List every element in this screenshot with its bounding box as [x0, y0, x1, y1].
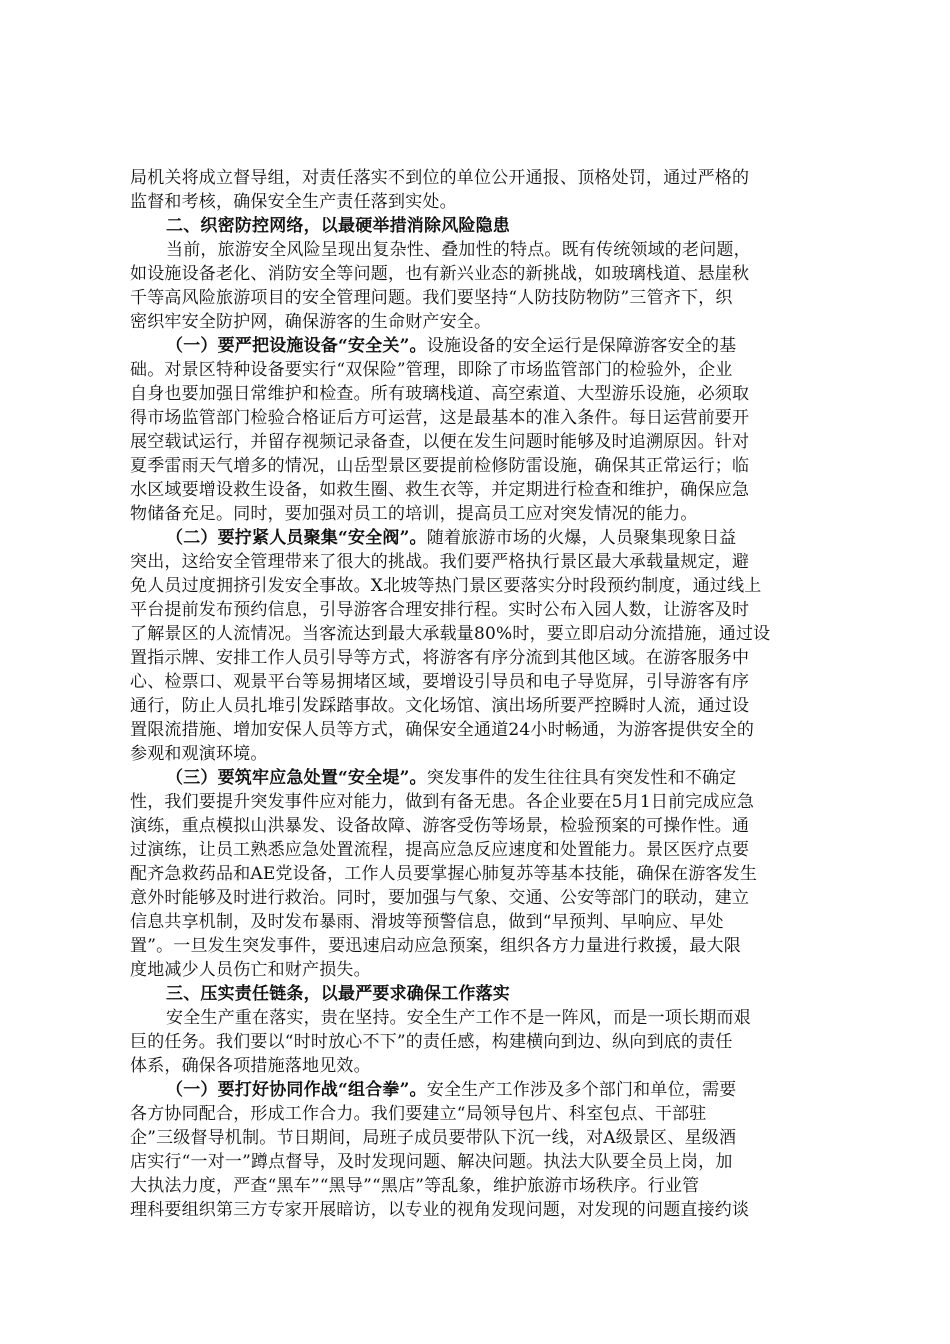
line-text: 当前，旅游安全风险呈现出复杂性、叠加性的特点。既有传统领域的老问题，: [166, 240, 751, 260]
line-text: 安全生产工作涉及多个部门和单位，需要: [426, 1080, 737, 1100]
document-body: [130, 166, 820, 1222]
line-text: 安全生产重在落实，贵在坚持。安全生产工作不是一阵风，而是一项长期而艰: [166, 1008, 751, 1028]
text-line: [130, 1126, 820, 1150]
line-text: 物储备充足。同时，要加强对员工的培训，提高员工应对突发情况的能力。: [130, 504, 698, 524]
text-line: [130, 694, 820, 718]
subsection-heading: （三）要筑牢应急处置“安全堤”。: [166, 768, 427, 788]
text-line: [130, 382, 820, 406]
text-line: [130, 262, 820, 286]
line-text: 设施设备的安全运行是保障游客安全的基: [426, 336, 737, 356]
subsection-heading: （二）要拧紧人员聚集“安全阀”。: [166, 528, 427, 548]
section-heading: 二、织密防控网络，以最硬举措消除风险隐患: [166, 216, 510, 236]
text-line: [130, 334, 820, 358]
line-text: 配齐急救药品和AE党设备，工作人员要掌握心肺复苏等基本技能，确保在游客发生: [130, 864, 758, 884]
section-heading: 三、压实责任链条，以最严要求确保工作落实: [166, 984, 510, 1004]
line-text: 理科要组织第三方专家开展暗访，以专业的视角发现问题，对发现的问题直接约谈: [130, 1200, 750, 1220]
text-line: [130, 574, 820, 598]
line-text: 夏季雷雨天气增多的情况，山岳型景区要提前检修防雷设施，确保其正常运行；临: [130, 456, 750, 476]
subsection-heading: （一）要严把设施设备“安全关”。: [166, 336, 427, 356]
line-text: 各方协同配合，形成工作合力。我们要建立“局领导包片、科室包点、干部驻: [130, 1104, 707, 1124]
line-text: 密织牢安全防护网，确保游客的生命财产安全。: [130, 312, 492, 332]
text-line: [130, 238, 820, 262]
line-text: 通行，防止人员扎堆引发踩踏事故。文化场馆、演出场所要严控瞬时人流，通过设: [130, 696, 750, 716]
line-text: 水区域要增设救生设备，如救生圈、救生衣等，并定期进行检查和维护，确保应急: [130, 480, 750, 500]
text-line: [130, 430, 820, 454]
line-text: 巨的任务。我们要以“时时放心不下”的责任感，构建横向到边、纵向到底的责任: [130, 1032, 733, 1052]
line-text: 意外时能够及时进行救治。同时，要加强与气象、交通、公安等部门的联动，建立: [130, 888, 750, 908]
text-line: [130, 718, 820, 742]
text-line: [130, 1030, 820, 1054]
text-line: [130, 526, 820, 550]
line-text: 局机关将成立督导组，对责任落实不到位的单位公开通报、顶格处罚，通过严格的: [130, 168, 750, 188]
line-text: 店实行“一对一”蹲点督导，及时发现问题、解决问题。执法大队要全员上岗，加: [130, 1152, 733, 1172]
text-line: [130, 358, 820, 382]
text-line: [130, 742, 820, 766]
text-line: [130, 190, 820, 214]
line-text: 参观和观演环境。: [130, 744, 268, 764]
line-text: 大执法力度，严查“黑车”“黑导”“黑店”等乱象，维护旅游市场秩序。行业管: [130, 1176, 700, 1196]
text-line: [130, 598, 820, 622]
line-text: 演练，重点模拟山洪暴发、设备故障、游客受伤等场景，检验预案的可操作性。通: [130, 816, 750, 836]
text-line: [130, 1078, 820, 1102]
text-line: [130, 910, 820, 934]
text-line: [130, 478, 820, 502]
line-text: 免人员过度拥挤引发安全事故。X北坡等热门景区要落实分时段预约制度，通过线上: [130, 576, 762, 596]
subsection-heading: （一）要打好协同作战“组合拳”。: [166, 1080, 427, 1100]
text-line: [130, 502, 820, 526]
line-text: 突发事件的发生往往具有突发性和不确定: [426, 768, 737, 788]
text-line: [130, 166, 820, 190]
line-text: 性，我们要提升突发事件应对能力，做到有备无患。各企业要在5月1日前完成应急: [130, 792, 755, 812]
text-line: [130, 766, 820, 790]
text-line: [130, 1174, 820, 1198]
line-text: 千等高风险旅游项目的安全管理问题。我们要坚持“人防技防物防”三管齐下，织: [130, 288, 733, 308]
text-line: [130, 1006, 820, 1030]
text-line: [130, 670, 820, 694]
line-text: 置指示牌、安排工作人员引导等方式，将游客有序分流到其他区域。在游客服务中: [130, 648, 750, 668]
line-text: 体系，确保各项措施落地见效。: [130, 1056, 371, 1076]
text-line: [130, 1198, 820, 1222]
line-text: 置”。一旦发生突发事件，要迅速启动应急预案，组织各方力量进行救援，最大限: [130, 936, 741, 956]
text-line: [130, 862, 820, 886]
text-line: [130, 958, 820, 982]
text-line: [130, 622, 820, 646]
line-text: 自身也要加强日常维护和检查。所有玻璃栈道、高空索道、大型游乐设施，必须取: [130, 384, 750, 404]
text-line: [130, 934, 820, 958]
text-line: [130, 286, 820, 310]
text-line: [130, 814, 820, 838]
line-text: 了解景区的人流情况。当客流达到最大承载量80%时，要立即启动分流措施，通过设: [130, 624, 771, 644]
text-line: [130, 1054, 820, 1078]
text-line: [130, 1150, 820, 1174]
line-text: 置限流措施、增加安保人员等方式，确保安全通道24小时畅通，为游客提供安全的: [130, 720, 755, 740]
text-line: [130, 310, 820, 334]
text-line: [130, 454, 820, 478]
line-text: 信息共享机制，及时发布暴雨、滑坡等预警信息，做到“早预判、早响应、早处: [130, 912, 724, 932]
line-text: 心、检票口、观景平台等易拥堵区域，要增设引导员和电子导览屏，引导游客有序: [130, 672, 750, 692]
line-text: 企”三级督导机制。节日期间，局班子成员要带队下沉一线，对A级景区、星级酒: [130, 1128, 737, 1148]
line-text: 度地减少人员伤亡和财产损失。: [130, 960, 371, 980]
line-text: 突出，这给安全管理带来了很大的挑战。我们要严格执行景区最大承载量规定，避: [130, 552, 750, 572]
line-text: 平台提前发布预约信息，引导游客合理安排行程。实时公布入园人数，让游客及时: [130, 600, 750, 620]
text-line: [130, 838, 820, 862]
line-text: 随着旅游市场的火爆，人员聚集现象日益: [426, 528, 737, 548]
text-line: [130, 790, 820, 814]
text-line: [130, 550, 820, 574]
line-text: 监督和考核，确保安全生产责任落到实处。: [130, 192, 457, 212]
line-text: 得市场监管部门检验合格证后方可运营，这是最基本的准入条件。每日运营前要开: [130, 408, 750, 428]
line-text: 础。对景区特种设备要实行“双保险”管理，即除了市场监管部门的检验外，企业: [130, 360, 733, 380]
text-line: [130, 646, 820, 670]
line-text: 如设施设备老化、消防安全等问题，也有新兴业态的新挑战，如玻璃栈道、悬崖秋: [130, 264, 750, 284]
line-text: 过演练，让员工熟悉应急处置流程，提高应急反应速度和处置能力。景区医疗点要: [130, 840, 750, 860]
text-line: [130, 406, 820, 430]
text-line: [130, 886, 820, 910]
text-line: [130, 1102, 820, 1126]
line-text: 展空载试运行，并留存视频记录备查，以便在发生问题时能够及时追溯原因。针对: [130, 432, 750, 452]
